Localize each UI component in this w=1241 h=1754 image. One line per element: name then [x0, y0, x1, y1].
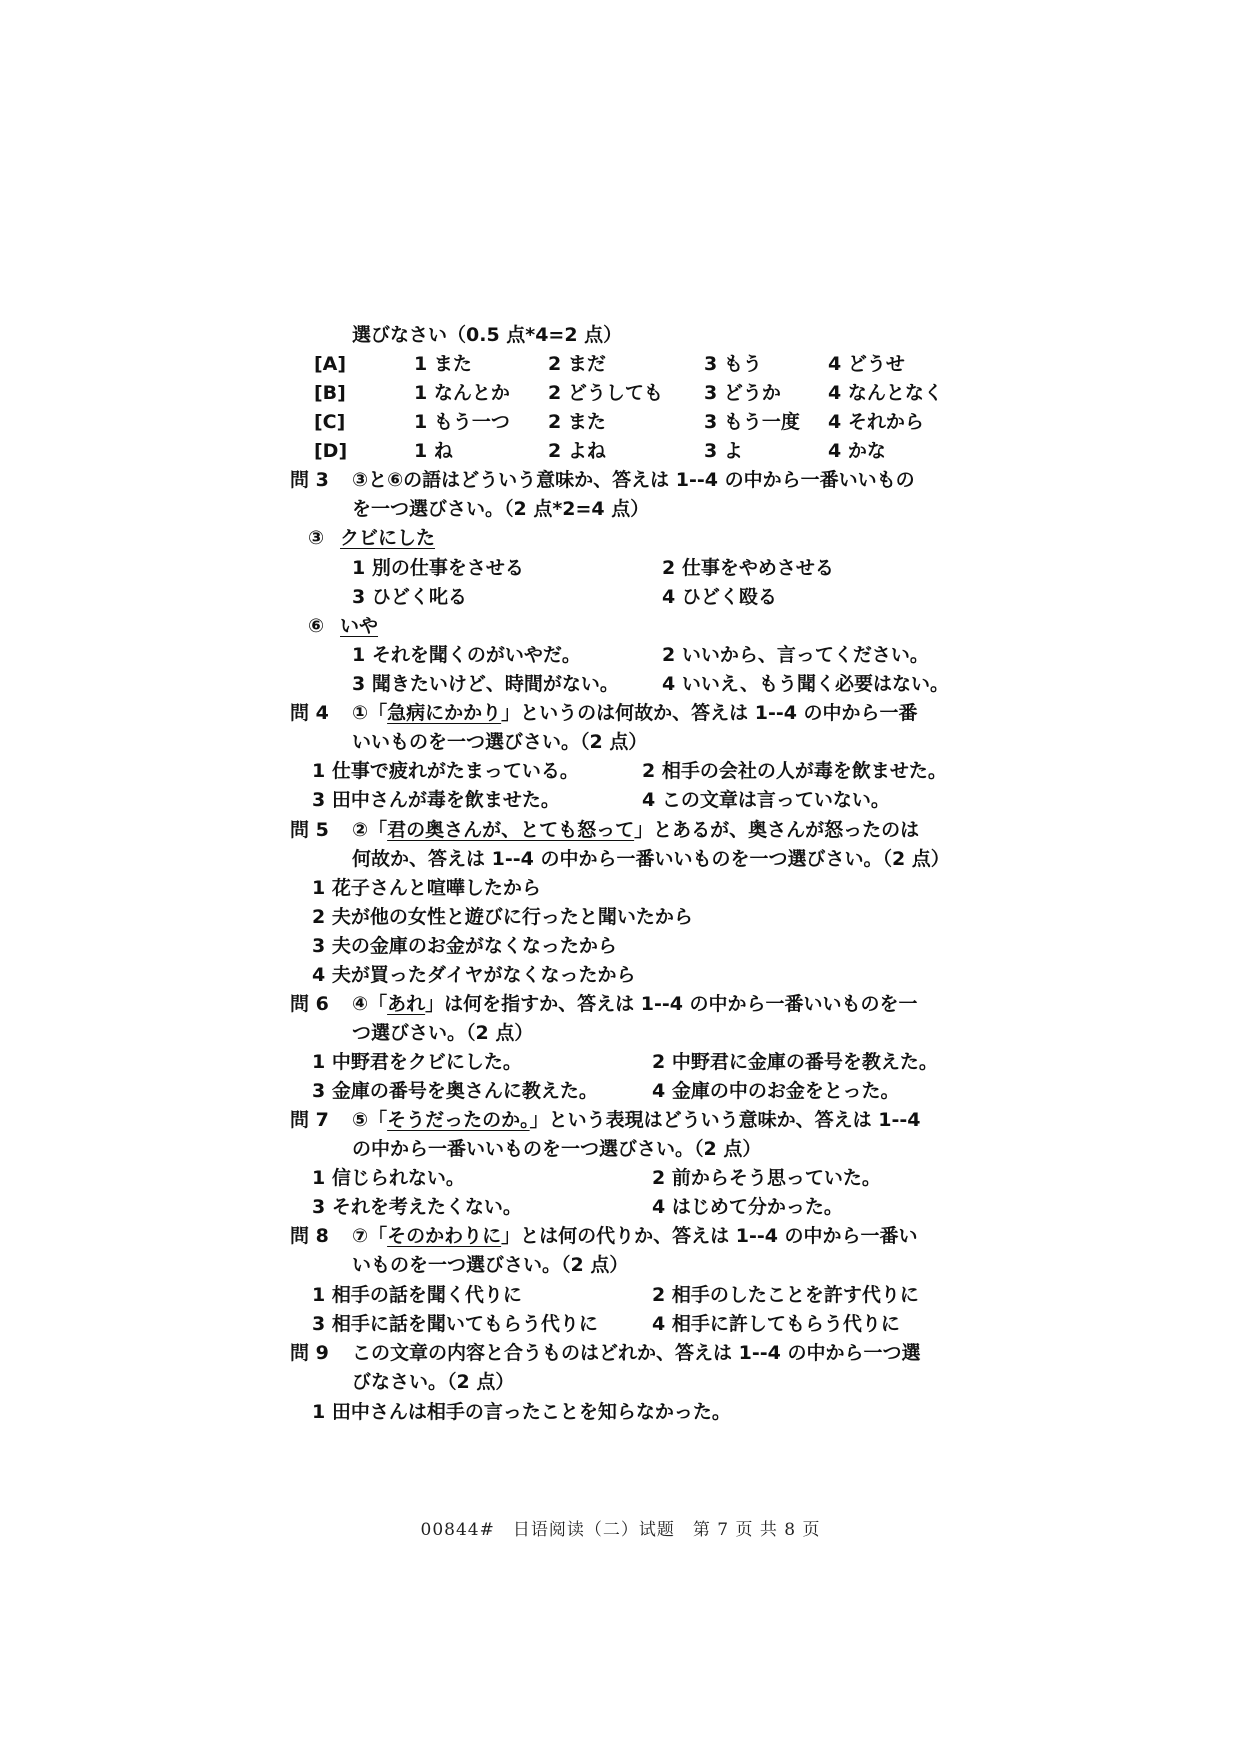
q6-quote: あれ [387, 993, 426, 1015]
q2-option: 2 どうしても [548, 382, 663, 404]
q3-item-6-mark: ⑥ [308, 615, 325, 637]
q7-option: 4 はじめて分かった。 [652, 1196, 843, 1218]
q8-option: 4 相手に許してもらう代りに [652, 1313, 900, 1335]
q9-number: 問 9 [290, 1342, 329, 1364]
q4-option: 1 仕事で疲れがたまっている。 [312, 760, 579, 782]
q5-option: 2 夫が他の女性と遊びに行ったと聞いたから [312, 906, 693, 928]
q2-option: 2 まだ [548, 353, 606, 375]
q8-option: 2 相手のしたことを許す代りに [652, 1284, 919, 1306]
q8-quote-open: ⑦「 [352, 1225, 388, 1247]
q5-number: 問 5 [290, 819, 329, 841]
q5-text: 何故か、答えは 1--4 の中から一番いいものを一つ選びさい。（2 点） [352, 848, 950, 870]
q5-text [352, 818, 919, 842]
q8-text [352, 1224, 918, 1248]
q2-option: 3 どうか [704, 382, 781, 404]
q6-option: 3 金庫の番号を奥さんに教えた。 [312, 1080, 598, 1102]
q2-option: 3 もう一度 [704, 411, 800, 433]
q6-option: 1 中野君をクビにした。 [312, 1051, 522, 1073]
q7-quote: そうだったのか。 [387, 1109, 530, 1131]
q7-text [352, 1108, 920, 1132]
q3-item-3-mark: ③ [308, 527, 325, 549]
q5-text-rest: 」とあるが、奥さんが怒ったのは [634, 819, 920, 841]
q5-quote-open: ②「 [352, 819, 388, 841]
q4-quote-open: ①「 [352, 702, 388, 724]
q7-number: 問 7 [290, 1109, 329, 1131]
q2-option: 2 よね [548, 440, 606, 462]
q2-instruction-tail: 選びなさい（0.5 点*4=2 点） [352, 324, 623, 346]
q7-option: 1 信じられない。 [312, 1167, 465, 1189]
q6-option: 4 金庫の中のお金をとった。 [652, 1080, 900, 1102]
q4-number: 問 4 [290, 702, 329, 724]
q3-option: 1 別の仕事をさせる [352, 557, 524, 579]
q8-option: 3 相手に話を聞いてもらう代りに [312, 1313, 598, 1335]
q4-option: 2 相手の会社の人が毒を飲ませた。 [642, 760, 947, 782]
page-footer: 00844# 日语阅读（二）试题 第 7 页 共 8 页 [420, 1520, 821, 1540]
q7-quote-open: ⑤「 [352, 1109, 388, 1131]
q2-row-label: [C] [314, 411, 346, 433]
q2-row-label: [A] [314, 353, 347, 375]
q2-option: 1 また [414, 353, 472, 375]
q4-text [352, 701, 918, 725]
q6-text: つ選びさい。（2 点） [352, 1022, 534, 1044]
q2-option: 1 なんとか [414, 382, 510, 404]
q4-quote: 急病にかかり [387, 702, 502, 724]
q3-number: 問 3 [290, 469, 329, 491]
q8-text-rest: 」とは何の代りか、答えは 1--4 の中から一番い [501, 1225, 918, 1247]
q5-option: 1 花子さんと喧嘩したから [312, 877, 541, 899]
q2-option: 1 もう一つ [414, 411, 510, 433]
q9-option: 1 田中さんは相手の言ったことを知らなかった。 [312, 1401, 731, 1423]
q8-number: 問 8 [290, 1225, 329, 1247]
q3-option: 2 仕事をやめさせる [662, 557, 834, 579]
q3-option: 4 ひどく殴る [662, 586, 777, 608]
q3-item-3-word: クビにした [340, 527, 436, 549]
q3-option: 4 いいえ、もう聞く必要はない。 [662, 673, 949, 695]
q7-option: 3 それを考えたくない。 [312, 1196, 522, 1218]
q5-option: 3 夫の金庫のお金がなくなったから [312, 935, 617, 957]
q7-text-rest: 」という表現はどういう意味か、答えは 1--4 [529, 1109, 921, 1131]
q3-text: ③と⑥の語はどういう意味か、答えは 1--4 の中から一番いいもの [352, 469, 915, 491]
q4-text: いいものを一つ選びさい。（2 点） [352, 731, 648, 753]
q3-option: 3 聞きたいけど、時間がない。 [352, 673, 619, 695]
q6-quote-open: ④「 [352, 993, 388, 1015]
q3-item-6-word: いや [340, 615, 379, 637]
q4-option: 4 この文章は言っていない。 [642, 789, 890, 811]
q3-option: 2 いいから、言ってください。 [662, 644, 929, 666]
q6-option: 2 中野君に金庫の番号を教えた。 [652, 1051, 938, 1073]
q2-option: 4 それから [828, 411, 924, 433]
q5-option: 4 夫が買ったダイヤがなくなったから [312, 964, 636, 986]
q6-number: 問 6 [290, 993, 329, 1015]
q3-option: 1 それを聞くのがいやだ。 [352, 644, 581, 666]
q2-option: 3 よ [704, 440, 743, 462]
q2-option: 1 ね [414, 440, 453, 462]
q8-quote: そのかわりに [387, 1225, 502, 1247]
q8-option: 1 相手の話を聞く代りに [312, 1284, 522, 1306]
q8-text: いものを一つ選びさい。（2 点） [352, 1254, 629, 1276]
q9-text: この文章の内容と合うものはどれか、答えは 1--4 の中から一つ選 [352, 1342, 921, 1364]
q5-quote: 君の奥さんが、とても怒って [387, 819, 635, 841]
q2-row-label: [B] [314, 382, 346, 404]
q6-text-rest: 」は何を指すか、答えは 1--4 の中から一番いいものを一 [425, 993, 918, 1015]
q2-option: 4 なんとなく [828, 382, 943, 404]
q6-text [352, 992, 918, 1016]
q7-text: の中から一番いいものを一つ選びさい。（2 点） [352, 1138, 762, 1160]
q2-option: 4 どうせ [828, 353, 905, 375]
q2-option: 2 また [548, 411, 606, 433]
q4-text-rest: 」というのは何故か、答えは 1--4 の中から一番 [501, 702, 918, 724]
q2-option: 3 もう [704, 353, 762, 375]
q2-option: 4 かな [828, 440, 886, 462]
q2-row-label: [D] [314, 440, 348, 462]
q4-option: 3 田中さんが毒を飲ませた。 [312, 789, 560, 811]
q7-option: 2 前からそう思っていた。 [652, 1167, 881, 1189]
q9-text: びなさい。（2 点） [352, 1371, 515, 1393]
q3-option: 3 ひどく叱る [352, 586, 467, 608]
q3-text: を一つ選びさい。（2 点*2=4 点） [352, 498, 650, 520]
